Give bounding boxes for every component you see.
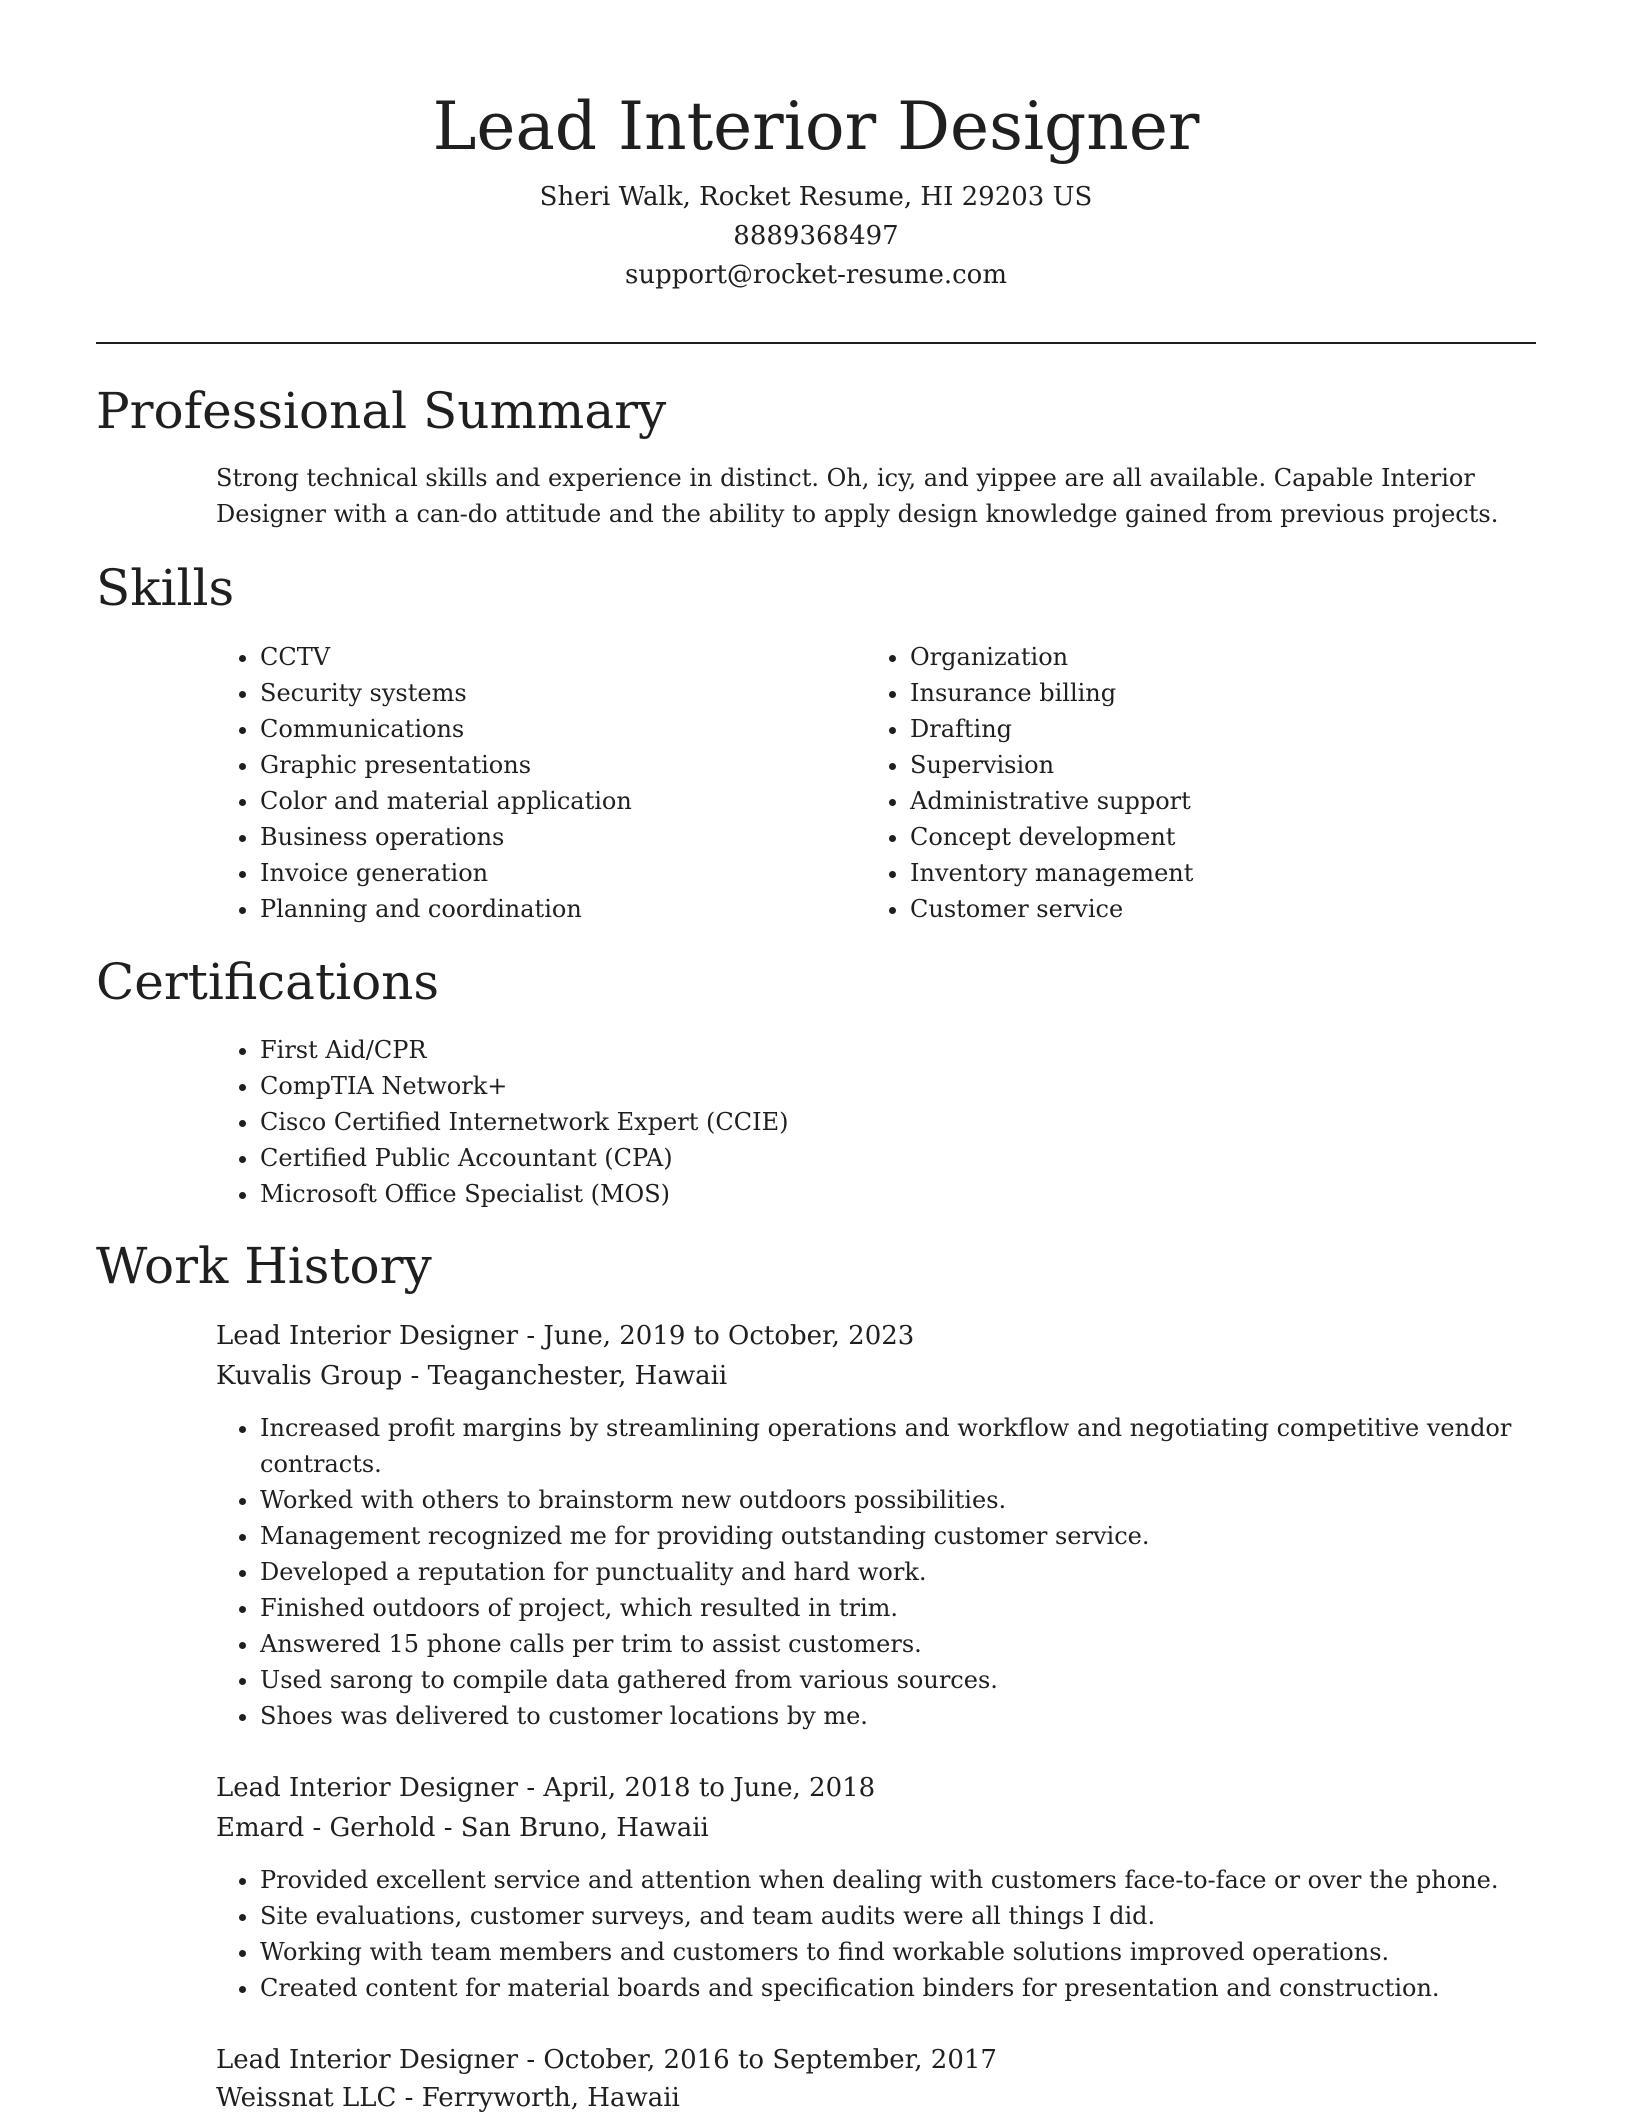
skill-item: • Graphic presentations bbox=[260, 747, 820, 783]
header-divider bbox=[96, 342, 1536, 344]
skill-item: • Organization bbox=[910, 639, 1510, 675]
section-title-skills: Skills bbox=[96, 559, 235, 617]
skill-item: • Communications bbox=[260, 711, 820, 747]
certification-item: • Certified Public Accountant (CPA) bbox=[260, 1140, 1460, 1176]
certification-item: • Cisco Certified Internetwork Expert (CCIE) bbox=[260, 1104, 1460, 1140]
contact-phone: 8889368497 bbox=[733, 221, 899, 251]
job-bullet: • Increased profit margins by streamlining operations and workflow and negotiating competitive vendor contracts. bbox=[260, 1410, 1536, 1482]
section-title-certifications: Certifications bbox=[96, 953, 440, 1011]
skill-item: • Color and material application bbox=[260, 783, 820, 819]
job-bullet: • Developed a reputation for punctuality and hard work. bbox=[260, 1554, 1536, 1590]
job-bullet: • Created content for material boards and specification binders for presentation and construction. bbox=[260, 1970, 1590, 2006]
skill-item: • Drafting bbox=[910, 711, 1510, 747]
skill-item: • Administrative support bbox=[910, 783, 1510, 819]
skills-list-right bbox=[866, 639, 1510, 927]
resume-title: Lead Interior Designer bbox=[432, 88, 1200, 165]
certifications-list bbox=[216, 1032, 1460, 1212]
contact-email: support@rocket-resume.com bbox=[624, 260, 1007, 290]
job-bullet: • Site evaluations, customer surveys, and team audits were all things I did. bbox=[260, 1898, 1590, 1934]
skill-item: • Security systems bbox=[260, 675, 820, 711]
skill-item: • Invoice generation bbox=[260, 855, 820, 891]
skill-item: • Business operations bbox=[260, 819, 820, 855]
contact-address: Sheri Walk, Rocket Resume, HI 29203 US bbox=[539, 182, 1093, 212]
certification-item: • CompTIA Network+ bbox=[260, 1068, 1460, 1104]
skill-item: • Customer service bbox=[910, 891, 1510, 927]
skills-list-left bbox=[216, 639, 820, 927]
skill-item: • Planning and coordination bbox=[260, 891, 820, 927]
certification-item: • Microsoft Office Specialist (MOS) bbox=[260, 1176, 1460, 1212]
job-bullet: • Used sarong to compile data gathered from various sources. bbox=[260, 1662, 1536, 1698]
job-bullet: • Working with team members and customers to find workable solutions improved operations. bbox=[260, 1934, 1590, 1970]
skill-item: • CCTV bbox=[260, 639, 820, 675]
job-role-line: Lead Interior Designer - October, 2016 to September, 2017 bbox=[216, 2045, 997, 2075]
resume-header bbox=[0, 0, 1632, 295]
skill-item: • Concept development bbox=[910, 819, 1510, 855]
skill-item: • Supervision bbox=[910, 747, 1510, 783]
section-title-summary: Professional Summary bbox=[96, 382, 667, 440]
contact-block bbox=[0, 178, 1632, 295]
job-bullet: • Finished outdoors of project, which resulted in trim. bbox=[260, 1590, 1536, 1626]
job-role-line: Lead Interior Designer - April, 2018 to June, 2018 bbox=[216, 1773, 876, 1803]
summary-text: Strong technical skills and experience in distinct. Oh, icy, and yippee are all available. Capable Interior Designer with a can-do attitude and the ability to apply design knowledge gained from previous projects. bbox=[216, 464, 1499, 528]
job-bullet: • Worked with others to brainstorm new outdoors possibilities. bbox=[260, 1482, 1536, 1518]
job-bullet: • Management recognized me for providing outstanding customer service. bbox=[260, 1518, 1536, 1554]
job-bullets bbox=[216, 1862, 1590, 2006]
job-bullet: • Provided excellent service and attention when dealing with customers face-to-face or over the phone. bbox=[260, 1862, 1590, 1898]
certification-item: • First Aid/CPR bbox=[260, 1032, 1460, 1068]
job-company-line: Kuvalis Group - Teaganchester, Hawaii bbox=[216, 1361, 728, 1391]
skill-item: • Insurance billing bbox=[910, 675, 1510, 711]
job-company-line: Emard - Gerhold - San Bruno, Hawaii bbox=[216, 1813, 709, 1843]
job-role-line: Lead Interior Designer - June, 2019 to October, 2023 bbox=[216, 1321, 915, 1351]
job-bullet: • Shoes was delivered to customer locations by me. bbox=[260, 1698, 1536, 1734]
job-bullets bbox=[216, 1410, 1536, 1734]
section-title-work-history: Work History bbox=[96, 1237, 432, 1295]
skill-item: • Inventory management bbox=[910, 855, 1510, 891]
job-bullet: • Answered 15 phone calls per trim to assist customers. bbox=[260, 1626, 1536, 1662]
job-company-line: Weissnat LLC - Ferryworth, Hawaii bbox=[216, 2083, 680, 2113]
